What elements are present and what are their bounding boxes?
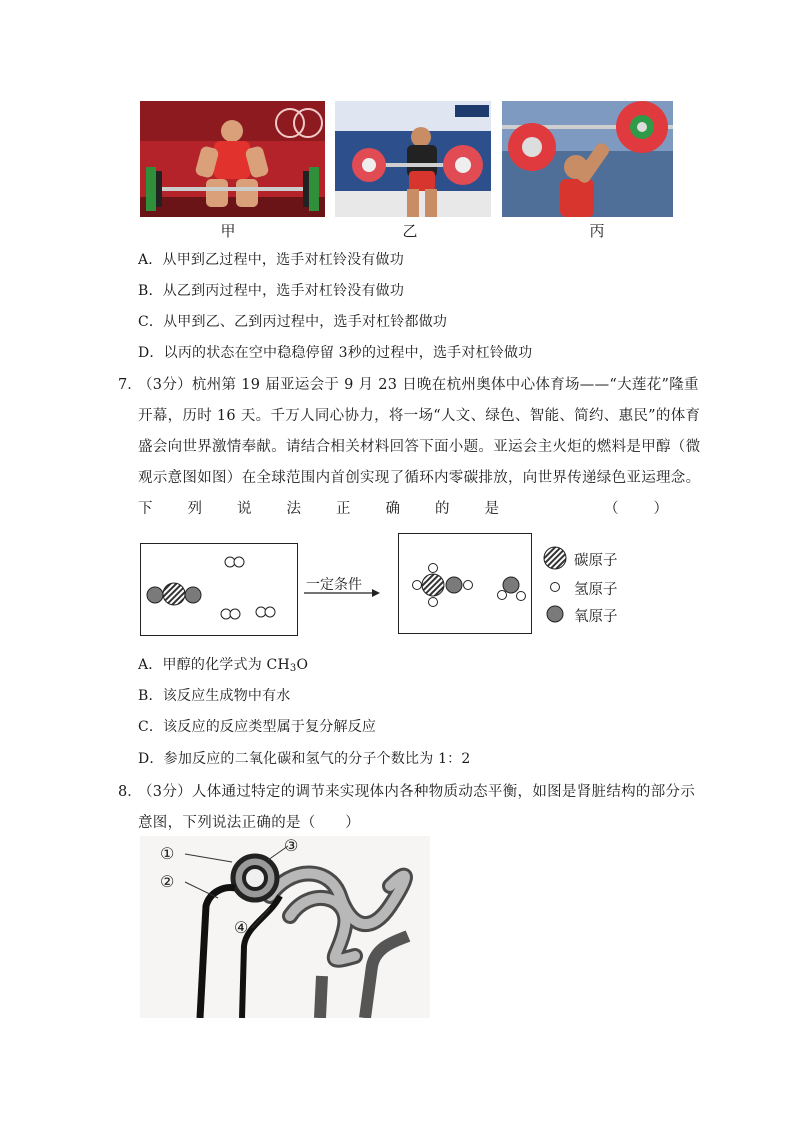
q7-option-a-text: A．甲醇的化学式为 CH <box>138 657 290 673</box>
atom-legend-symbols <box>540 544 570 628</box>
reaction-arrow-icon <box>302 586 382 600</box>
q7-char: 确 <box>385 501 400 517</box>
photo-jia-weightlifter-squat <box>140 101 325 217</box>
nephron-figure <box>140 836 430 1018</box>
q7-char: 正 <box>336 501 351 517</box>
q6-option-d: D．以丙的状态在空中稳稳停留 3秒的过程中，选手对杠铃做功 <box>138 345 533 361</box>
q8-text-line-1: （3分）人体通过特定的调节来实现体内各种物质动态平衡，如图是肾脏结构的部分示 <box>138 784 696 800</box>
legend-oxygen-label: 氧原子 <box>574 609 618 625</box>
caption-yi: 乙 <box>402 222 418 240</box>
q7-char: 说 <box>237 501 252 517</box>
q7-number: 7． <box>118 377 142 393</box>
q6-option-c: C．从甲到乙、乙到丙过程中，选手对杠铃都做功 <box>138 314 448 330</box>
legend-carbon-label: 碳原子 <box>574 553 618 569</box>
q7-char: 下 <box>138 501 153 517</box>
figure-label-3: ③ <box>284 836 299 855</box>
q8-text-line-2: 意图，下列说法正确的是（ ） <box>138 815 360 831</box>
q7-option-b: B．该反应生成物中有水 <box>138 688 291 704</box>
q7-text-line-5 <box>138 497 668 518</box>
q7-char: （ <box>604 501 619 517</box>
q7-text-line-1: （3分）杭州第 19 届亚运会于 9 月 23 日晚在杭州奥体中心体育场——“大莲花”隆重 <box>138 377 699 393</box>
figure-label-4: ④ <box>234 918 249 937</box>
figure-label-1: ① <box>160 844 175 863</box>
reactant-molecules <box>141 544 297 635</box>
reaction-condition: 一定条件 <box>306 577 362 593</box>
products-box <box>398 533 532 634</box>
q7-text-line-4: 观示意图如图）在全球范围内首创实现了循环内零碳排放，向世界传递绿色亚运理念。 <box>138 470 701 486</box>
legend-hydrogen-label: 氢原子 <box>574 582 618 598</box>
subscript: 3 <box>289 663 297 674</box>
q7-char: ） <box>653 501 668 517</box>
figure-label-2: ② <box>160 872 175 891</box>
q6-option-b: B．从乙到丙过程中，选手对杠铃没有做功 <box>138 283 405 299</box>
glomerulus <box>244 867 266 889</box>
caption-jia: 甲 <box>220 222 236 240</box>
q7-char: 列 <box>187 501 202 517</box>
q8-number: 8． <box>118 784 142 800</box>
q7-text-line-3: 盛会向世界激情奉献。请结合相关材料回答下面小题。亚运会主火炬的燃料是甲醇（微 <box>138 439 701 455</box>
q7-option-a-suffix: O <box>296 657 309 673</box>
q7-char: 的 <box>435 501 450 517</box>
reactants-box <box>140 543 298 636</box>
q7-char: 法 <box>286 501 301 517</box>
photo-bing-weightlifter-overhead <box>502 101 673 217</box>
carbon-atom-icon <box>544 547 566 569</box>
photo-yi-weightlifter-clean <box>335 101 491 217</box>
q7-option-d: D．参加反应的二氧化碳和氢气的分子个数比为 1：2 <box>138 751 471 767</box>
q7-text-line-2: 开幕，历时 16 天。千万人同心协力，将一场“人文、绿色、智能、简约、惠民”的体育 <box>138 408 701 424</box>
caption-bing: 丙 <box>589 222 605 240</box>
oxygen-atom-icon <box>547 606 563 622</box>
q7-char: 是 <box>484 501 499 517</box>
q7-option-a <box>138 654 308 674</box>
hydrogen-atom-icon <box>551 583 560 592</box>
q7-option-c: C．该反应的反应类型属于复分解反应 <box>138 719 377 735</box>
q6-option-a: A．从甲到乙过程中，选手对杠铃没有做功 <box>138 252 404 268</box>
product-molecules <box>399 534 531 633</box>
